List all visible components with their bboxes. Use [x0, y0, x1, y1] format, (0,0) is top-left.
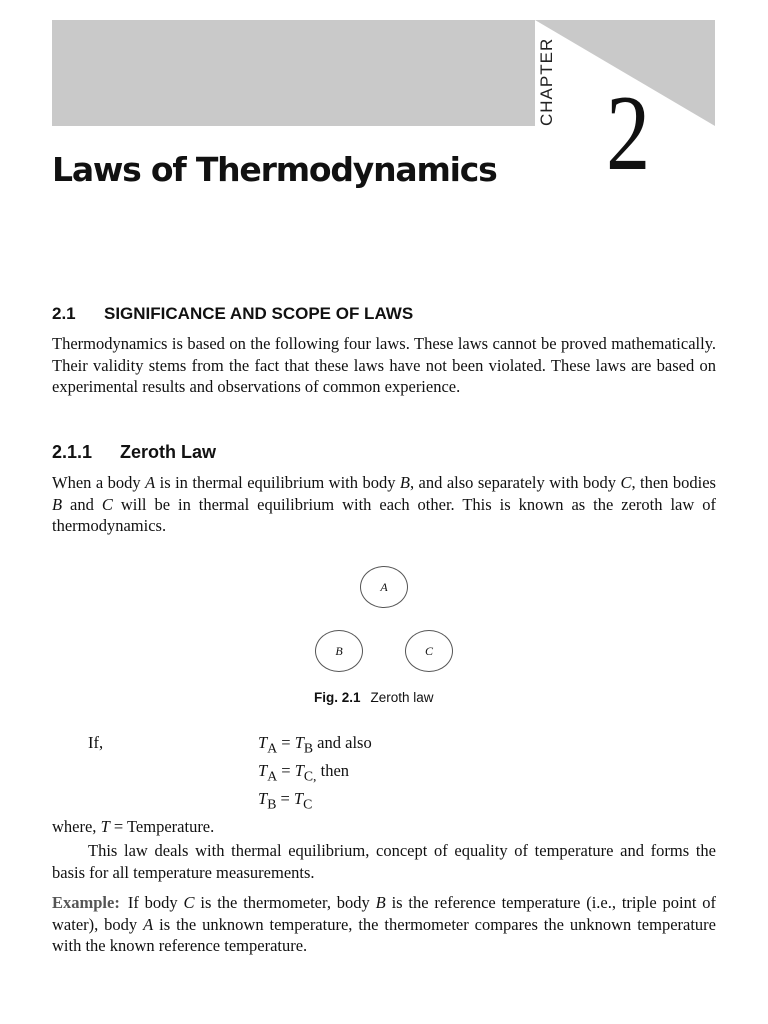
equation-ta-eq-tc: $T_A = T_{C,}$ then	[258, 761, 350, 784]
figure-caption-label: Fig. 2.1	[314, 690, 361, 705]
equation-tb-eq-tc: $T_B = T_C$	[258, 789, 313, 812]
node-c: C	[405, 630, 453, 672]
figure-caption	[314, 690, 434, 705]
if-label: If,	[88, 733, 104, 752]
zeroth-law-diagram	[300, 560, 470, 680]
zeroth-law-paragraph: When a body A is in thermal equilibrium with body B, and also separately with body C, then bodies B and C will be in thermal equilibrium with each other. This is known as the zeroth law of thermodynamics.	[52, 473, 716, 535]
figure-caption-text: Zeroth law	[370, 690, 434, 705]
chapter-label: CHAPTER	[537, 37, 556, 126]
chapter-title: Laws of Thermodynamics	[52, 150, 497, 189]
example-label: Example:	[52, 893, 120, 912]
subsection-title: Zeroth Law	[120, 442, 217, 462]
section-paragraph: Thermodynamics is based on the following four laws. These laws cannot be proved mathematically. Their validity stems from the fact that these laws have not been violated. These laws are based on experimental results and observations of common experience.	[52, 334, 716, 396]
law-paragraph: This law deals with thermal equilibrium, concept of equality of temperature and forms the basis for all temperature measurements.	[52, 841, 716, 882]
subsection-heading-2-1-1	[52, 442, 216, 463]
node-b: B	[315, 630, 363, 672]
node-a: A	[360, 566, 408, 608]
example-paragraph: Example: If body C is the thermometer, body B is the reference temperature (i.e., triple point of water), body A is the unknown temperature, the thermometer compares the unknown temperature with the known reference temperature.	[52, 893, 717, 955]
section-number: 2.1	[52, 304, 76, 323]
chapter-number: 2	[606, 74, 651, 193]
section-heading-2-1	[52, 304, 413, 324]
equation-ta-eq-tb: $T_A = T_B$ and also	[258, 733, 372, 756]
subsection-number: 2.1.1	[52, 442, 93, 462]
section-title: SIGNIFICANCE AND SCOPE OF LAWS	[104, 304, 414, 323]
where-line: where, T = Temperature.	[52, 817, 215, 836]
